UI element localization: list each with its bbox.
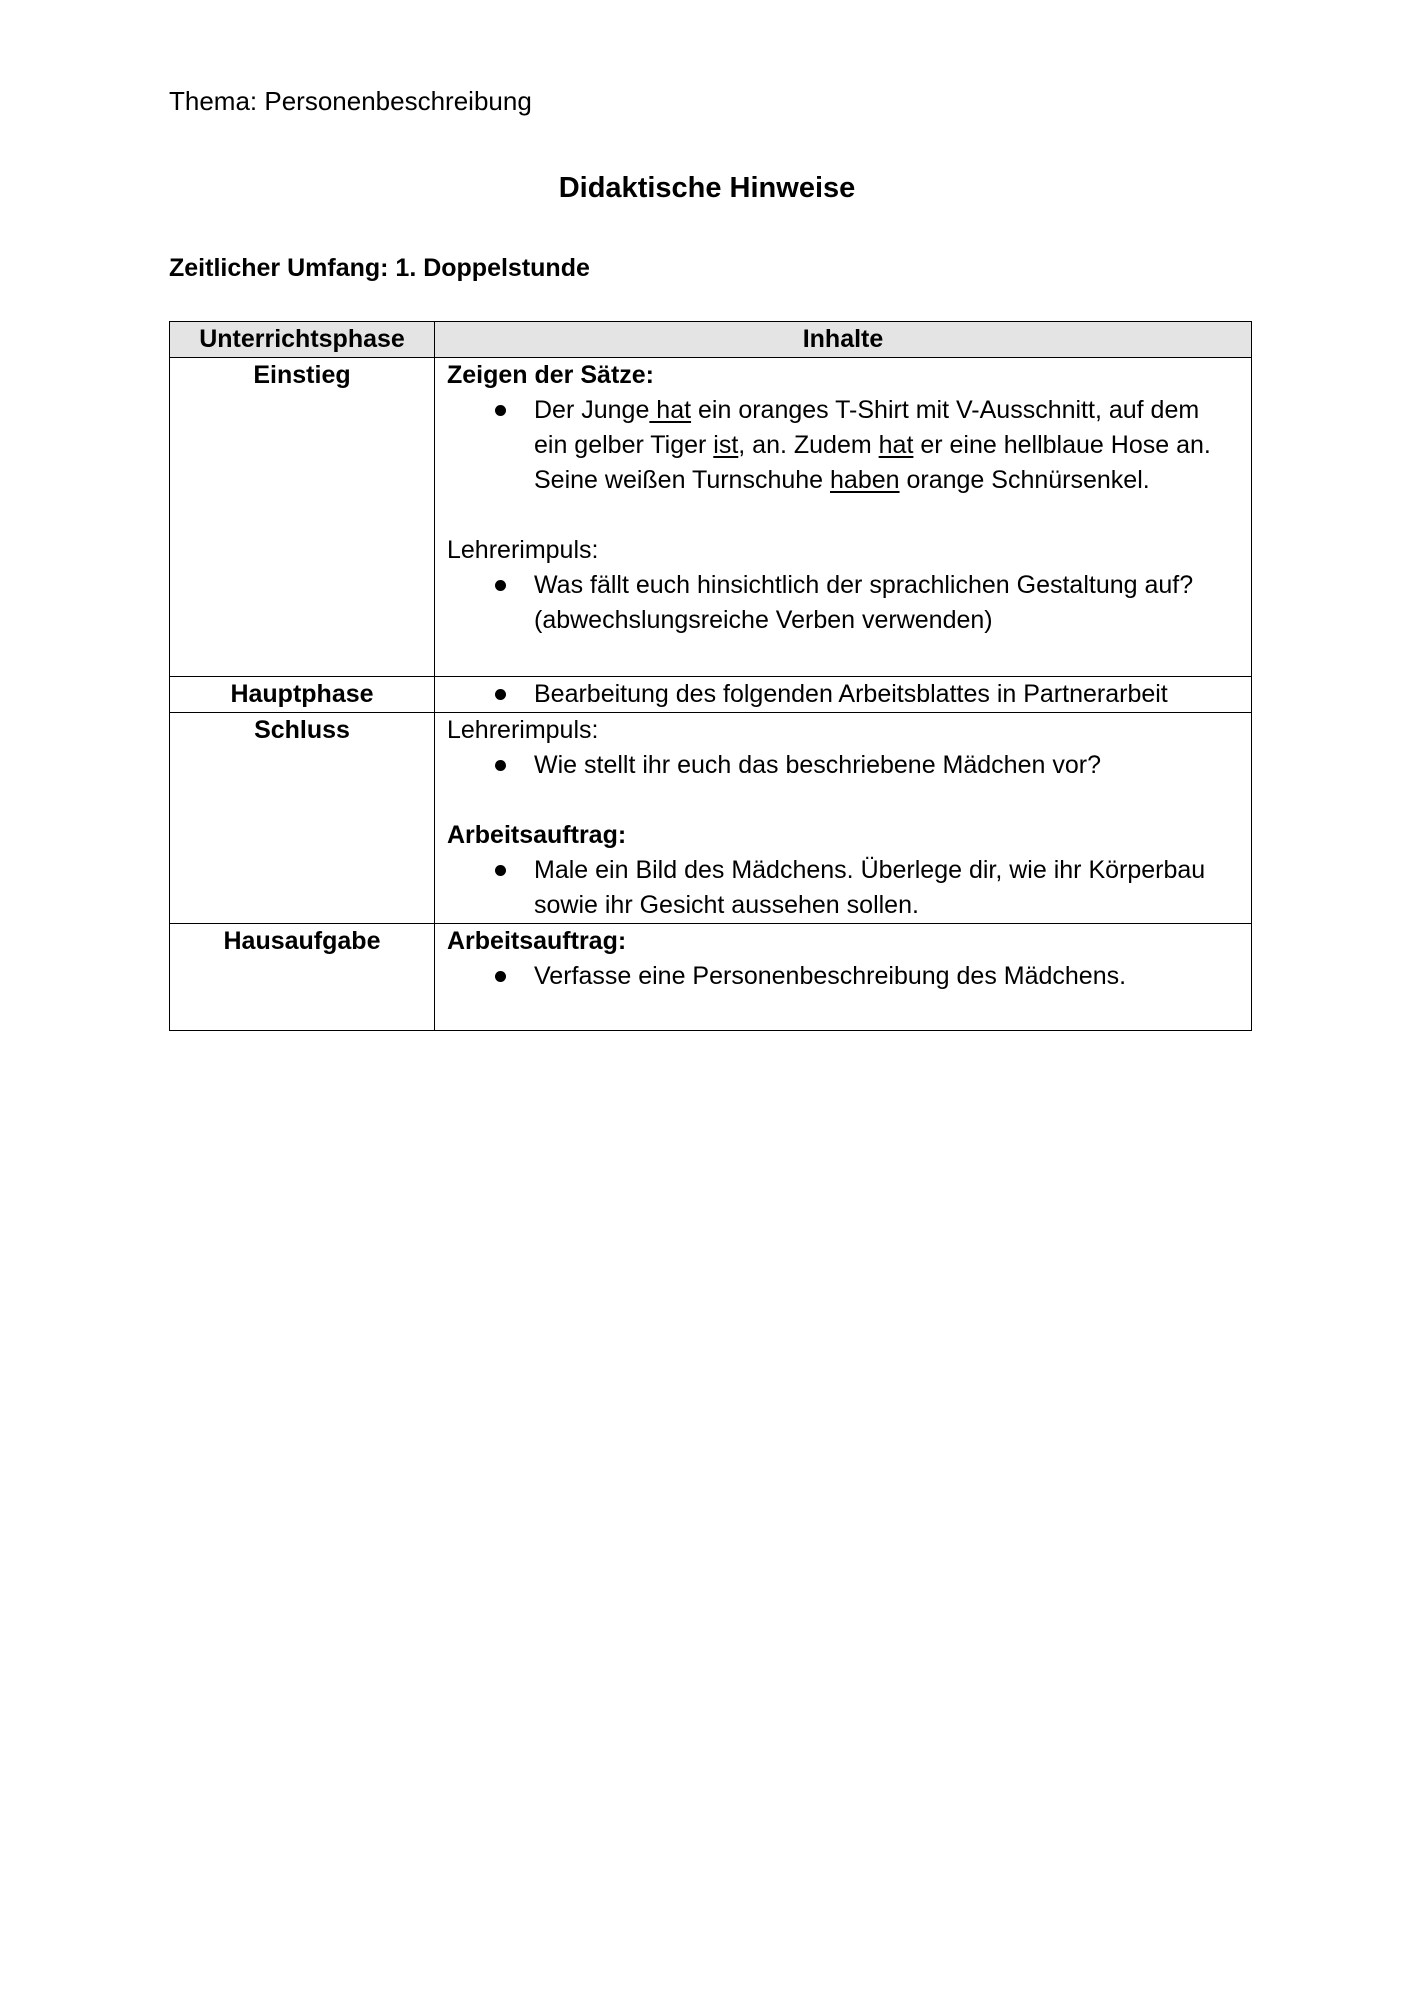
content-cell <box>435 924 1252 1031</box>
underlined-verb: hat <box>649 396 692 424</box>
list-item: Was fällt euch hinsichtlich der sprachlichen Gestaltung auf? (abwechslungsreiche Verben verwenden) <box>447 568 1239 638</box>
sentence-text: orange Schnürsenkel. <box>899 466 1150 494</box>
content-label: Lehrerimpuls: <box>447 536 599 564</box>
list-item: Verfasse eine Personenbeschreibung des Mädchens. <box>447 959 1239 994</box>
sentence-text: Der Junge <box>534 396 650 424</box>
content-cell <box>435 713 1252 924</box>
phase-cell: Hauptphase <box>170 677 435 713</box>
list-item: Male ein Bild des Mädchens. Überlege dir, wie ihr Körperbau sowie ihr Gesicht aussehen sollen. <box>447 853 1239 923</box>
bullet-list <box>447 393 1239 498</box>
table-row <box>170 358 1252 677</box>
column-header-content: Inhalte <box>435 322 1252 358</box>
table-row <box>170 924 1252 1031</box>
list-item: Bearbeitung des folgenden Arbeitsblattes in Partnerarbeit <box>447 677 1239 712</box>
document-title: Didaktische Hinweise <box>558 172 856 204</box>
bullet-list <box>447 568 1239 638</box>
content-cell <box>435 358 1252 677</box>
content-label: Arbeitsauftrag: <box>447 927 627 955</box>
phase-cell: Hausaufgabe <box>170 924 435 1031</box>
topic-line: Thema: Personenbeschreibung <box>169 86 532 116</box>
bullet-list <box>447 853 1239 923</box>
content-cell <box>435 677 1252 713</box>
underlined-verb: hat <box>878 431 914 459</box>
content-label: Arbeitsauftrag: <box>447 821 627 849</box>
table-row <box>170 677 1252 713</box>
lesson-plan-table <box>169 321 1252 1031</box>
content-label: Lehrerimpuls: <box>447 716 599 744</box>
phase-cell: Einstieg <box>170 358 435 677</box>
sentence-text: ein oranges T-Shirt mit V-Ausschnitt, auf dem ein gelber Tiger <box>534 396 1200 459</box>
list-item <box>447 393 1239 498</box>
sentence-text: , an. Zudem <box>738 431 879 459</box>
bullet-list <box>447 959 1239 994</box>
bullet-list <box>447 677 1239 712</box>
table-row <box>170 713 1252 924</box>
column-header-phase: Unterrichtsphase <box>170 322 435 358</box>
content-label: Zeigen der Sätze: <box>447 361 654 389</box>
underlined-verb: ist <box>713 431 739 459</box>
bullet-list <box>447 748 1239 783</box>
time-scope: Zeitlicher Umfang: 1. Doppelstunde <box>169 254 590 282</box>
underlined-verb: haben <box>830 466 900 494</box>
phase-cell: Schluss <box>170 713 435 924</box>
sentence-text: er eine hellblaue Hose an. Seine weißen Turnschuhe <box>534 431 1211 494</box>
table-header-row <box>170 322 1252 358</box>
list-item: Wie stellt ihr euch das beschriebene Mädchen vor? <box>447 748 1239 783</box>
